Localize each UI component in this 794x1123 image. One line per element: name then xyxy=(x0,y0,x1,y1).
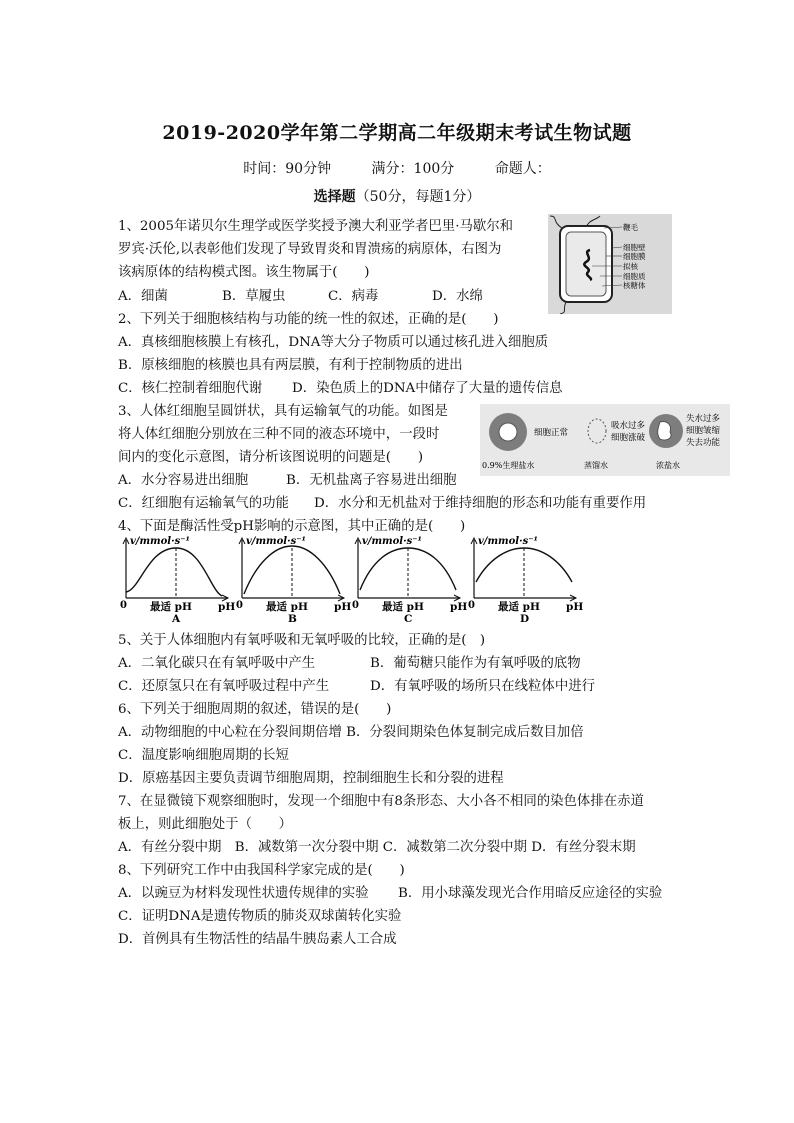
exam-meta xyxy=(0,158,794,178)
label-swell-2: 细胞涨破 xyxy=(611,433,646,443)
q2-option-d: D．染色质上的DNA中储存了大量的遗传信息 xyxy=(292,381,563,396)
q6-option-c: C．温度影响细胞周期的长短 xyxy=(118,748,289,763)
x-axis-label: pH xyxy=(450,601,468,613)
q5-option-d: D．有氧呼吸的场所只在线粒体中进行 xyxy=(370,679,595,694)
q5-stem: 5、关于人体细胞内有氧呼吸和无氧呼吸的比较，正确的是( ) xyxy=(118,633,486,648)
q6-option-ab: A．动物细胞的中心粒在分裂间期倍增 B．分裂间期染色体复制完成后数目加倍 xyxy=(118,725,584,740)
q1-option-c: C．病毒 xyxy=(328,289,379,304)
label-env-distilled: 蒸馏水 xyxy=(584,461,608,470)
x-axis-label: pH xyxy=(218,601,236,613)
label-env-saline: 0.9%生理盐水 xyxy=(482,461,535,470)
panel-letter: C xyxy=(404,613,413,624)
q2-option-b: B．原核细胞的核膜也具有两层膜，有利于控制物质的进出 xyxy=(118,358,463,373)
q5-option-b: B．葡萄糖只能作为有氧呼吸的底物 xyxy=(370,656,581,671)
origin-label: 0 xyxy=(236,600,243,611)
q2-stem: 2、下列关于细胞核结构与功能的统一性的叙述，正确的是( ) xyxy=(118,312,499,327)
q7-stem-line2: 板上，则此细胞处于（ ） xyxy=(118,817,293,832)
q1-option-a: A．细菌 xyxy=(118,289,168,304)
q3-option-d: D．水分和无机盐对于维持细胞的形态和功能有重要作用 xyxy=(314,496,647,511)
label-shrink-1: 失水过多 xyxy=(686,414,721,424)
q1-option-b: B．草履虫 xyxy=(222,289,286,304)
y-axis-label: v/mmol·s⁻¹ xyxy=(478,536,538,547)
q3-option-c: C．红细胞有运输氧气的功能 xyxy=(118,496,289,511)
section-note: （50分，每题1分） xyxy=(355,189,481,205)
label-normal: 细胞正常 xyxy=(534,428,569,438)
origin-label: 0 xyxy=(120,600,127,611)
ph-panel-d xyxy=(468,536,583,624)
origin-label: 0 xyxy=(468,600,475,611)
q6-stem: 6、下列关于细胞周期的叙述，错误的是( ) xyxy=(118,702,392,717)
optimum-label: 最适 pH xyxy=(150,601,192,613)
q5-option-a: A．二氧化碳只在有氧呼吸中产生 xyxy=(118,656,316,671)
panel-letter: A xyxy=(172,613,181,624)
section-title: 选择题 xyxy=(313,189,356,205)
origin-label: 0 xyxy=(352,600,359,611)
q6-option-d: D．原癌基因主要负责调节细胞周期，控制细胞生长和分裂的进程 xyxy=(118,771,504,786)
cell-membrane xyxy=(566,232,606,296)
x-axis-label: pH xyxy=(566,601,584,613)
q7-options: A．有丝分裂中期 B．减数第一次分裂中期 C．减数第二次分裂中期 D．有丝分裂末期 xyxy=(118,840,636,855)
optimum-label: 最适 pH xyxy=(266,601,308,613)
label-shrink-2: 细胞皱缩 xyxy=(686,426,721,436)
q8-option-b: B．用小球藻发现光合作用暗反应途径的实验 xyxy=(398,886,663,901)
y-axis-label: v/mmol·s⁻¹ xyxy=(130,536,190,547)
optimum-label: 最适 pH xyxy=(382,601,424,613)
q7-stem-line1: 7、在显微镜下观察细胞时，发现一个细胞中有8条形态、大小各不相同的染色体排在赤道 xyxy=(118,794,644,809)
q4-stem: 4、下面是酶活性受pH影响的示意图，其中正确的是( ) xyxy=(118,519,466,534)
q8-option-d: D．首例具有生物活性的结晶牛胰岛素人工合成 xyxy=(118,932,397,947)
q3-option-a: A．水分容易进出细胞 xyxy=(118,473,249,488)
q3-stem-line1: 3、人体红细胞呈圆饼状，具有运输氧气的功能。如图是 xyxy=(118,404,448,419)
ph-panel-c xyxy=(352,536,467,624)
exam-score: 满分：100分 xyxy=(371,161,455,177)
label-env-brine: 浓盐水 xyxy=(656,461,680,470)
q3-option-b: B．无机盐离子容易进出细胞 xyxy=(286,473,457,488)
page-title: 2019-2020学年第二学期高二年级期末考试生物试题 xyxy=(162,122,632,144)
q3-stem-line3: 间内的变化示意图，请分析该图说明的问题是( ) xyxy=(118,450,424,465)
q1-stem-line1: 1、2005年诺贝尔生理学或医学奖授予澳大利亚学者巴里·马歇尔和 xyxy=(118,219,514,234)
q1-option-d: D．水绵 xyxy=(432,289,483,304)
label-cell-membrane: 细胞膜 xyxy=(623,252,646,261)
shrunk-cell-center xyxy=(658,422,671,440)
q8-stem: 8、下列研究工作中由我国科学家完成的是( ) xyxy=(118,863,405,878)
panel-letter: B xyxy=(288,613,297,624)
ph-panel-b xyxy=(236,536,351,624)
q2-option-c: C．核仁控制着细胞代谢 xyxy=(118,381,263,396)
q8-option-a: A．以豌豆为材料发现性状遗传规律的实验 xyxy=(118,886,369,901)
enzyme-ph-figure xyxy=(118,534,588,624)
q8-option-c: C．证明DNA是遗传物质的肺炎双球菌转化实验 xyxy=(118,909,402,924)
normal-cell-center xyxy=(499,423,517,441)
exam-author: 命题人： xyxy=(494,161,551,177)
label-ribosome: 核糖体 xyxy=(623,281,646,290)
label-shrink-3: 失去功能 xyxy=(686,438,721,448)
label-cytoplasm: 细胞质 xyxy=(623,272,646,281)
label-swell-1: 吸水过多 xyxy=(611,421,646,431)
q2-option-a: A．真核细胞核膜上有核孔，DNA等大分子物质可以通过核孔进入细胞质 xyxy=(118,335,549,350)
bacterium-figure xyxy=(548,214,672,314)
exam-time: 时间：90分钟 xyxy=(243,161,332,177)
q3-stem-line2: 将人体红细胞分别放在三种不同的液态环境中，一段时 xyxy=(118,427,440,442)
label-flagellum: 鞭毛 xyxy=(623,223,638,232)
q1-stem-line3: 该病原体的结构模式图。该生物属于( ) xyxy=(118,265,370,280)
y-axis-label: v/mmol·s⁻¹ xyxy=(362,536,422,547)
red-blood-cell-figure xyxy=(480,404,730,476)
label-nucleoid: 拟核 xyxy=(623,262,638,271)
q5-option-c: C．还原氢只在有氧呼吸过程中产生 xyxy=(118,679,330,694)
label-cell-wall: 细胞壁 xyxy=(623,243,646,252)
panel-letter: D xyxy=(520,613,530,624)
section-heading xyxy=(0,186,794,206)
q1-stem-line2: 罗宾·沃伦,以表彰他们发现了导致胃炎和胃溃疡的病原体，右图为 xyxy=(118,242,502,257)
optimum-label: 最适 pH xyxy=(498,601,540,613)
x-axis-label: pH xyxy=(334,601,352,613)
y-axis-label: v/mmol·s⁻¹ xyxy=(246,536,306,547)
activity-curve xyxy=(126,548,222,596)
ph-panel-a xyxy=(120,536,235,624)
